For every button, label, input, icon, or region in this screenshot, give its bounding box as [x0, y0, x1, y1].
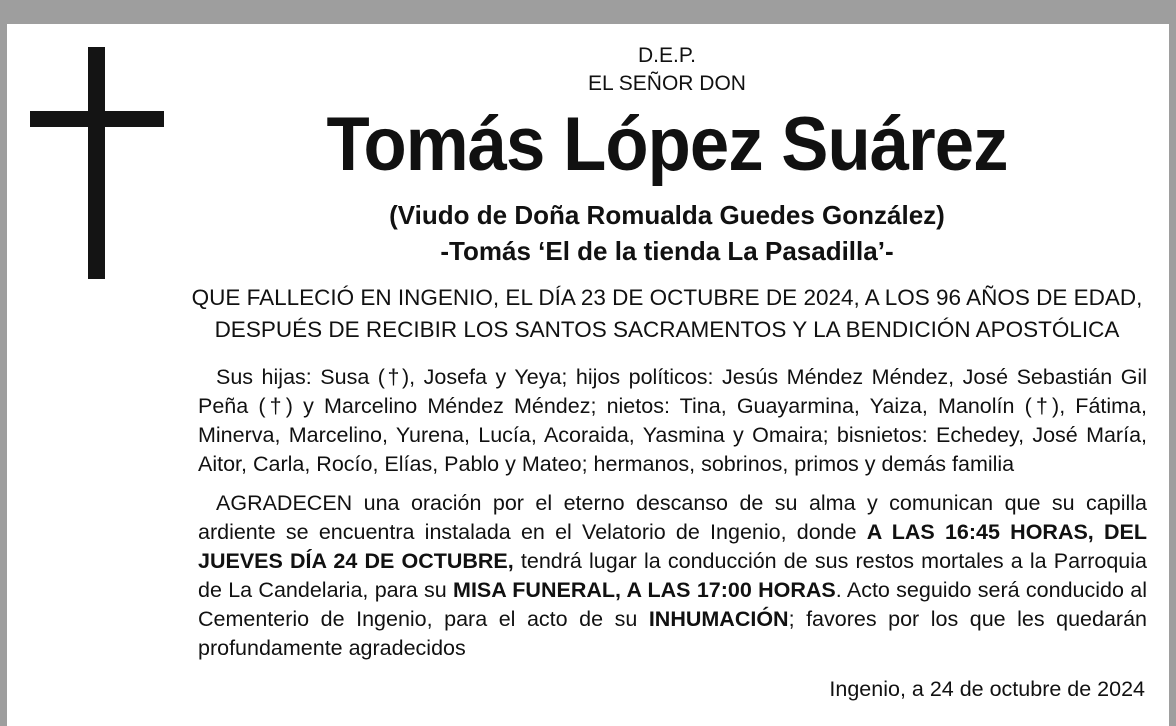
funeral-mass-text: MISA FUNERAL, A LAS 17:00 HORAS: [453, 578, 836, 602]
thanks-text-2: tendrá lugar la conducción de sus restos mortales a la Parroquia de La Candelaria, para su: [198, 549, 1147, 602]
thanks-text-1: AGRADECEN una oración por el eterno descanso de su alma y comunican que su capilla ardiente se encuentra instalada en el Velatorio de Ingenio, donde: [198, 491, 1147, 544]
obituary-notice: [7, 24, 1169, 726]
thanks-text-4: ; favores por los que les quedarán profundamente agradecidos: [198, 607, 1148, 660]
wake-time-text: A LAS 16:45 HORAS, DEL JUEVES DÍA 24 DE OCTUBRE,: [198, 520, 1147, 573]
title-line: EL SEÑOR DON: [588, 72, 746, 95]
cross-horizontal-bar: [30, 111, 164, 127]
nickname-line: -Tomás ‘El de la tienda La Pasadilla’-: [440, 236, 894, 266]
place-date: Ingenio, a 24 de octubre de 2024: [829, 677, 1145, 701]
death-line-1: QUE FALLECIÓ EN INGENIO, EL DÍA 23 DE OCTUBRE DE 2024, A LOS 96 AÑOS DE EDAD,: [191, 285, 1143, 310]
dep-heading: D.E.P.: [638, 44, 696, 67]
deceased-name: Tomás López Suárez: [326, 102, 1008, 187]
death-line-2: DESPUÉS DE RECIBIR LOS SANTOS SACRAMENTOS Y LA BENDICIÓN APOSTÓLICA: [214, 317, 1120, 342]
widow-line: (Viudo de Doña Romualda Guedes González): [389, 200, 945, 230]
burial-text: INHUMACIÓN: [648, 607, 789, 631]
family-paragraph: Sus hijas: Susa (†), Josefa y Yeya; hijos políticos: Jesús Méndez Méndez, José Sebastián Gil Peña (†) y Marcelino Méndez Méndez; nietos: Tina, Guayarmina, Yaiza, Manolín (†), Fátima, Minerva, Marcelino, Yurena, Lucía, Acoraida, Yasmina y Omaira; bisnietos: Echedey, José María, Aitor, Carla, Rocío, Elías, Pablo y Mateo; hermanos, sobrinos, primos y demás familia: [198, 365, 1147, 476]
cross-vertical-bar: [88, 47, 105, 279]
thanks-paragraph: [198, 489, 1147, 663]
thanks-text-3: . Acto seguido será conducido al Cementerio de Ingenio, para el acto de su: [198, 578, 1147, 631]
